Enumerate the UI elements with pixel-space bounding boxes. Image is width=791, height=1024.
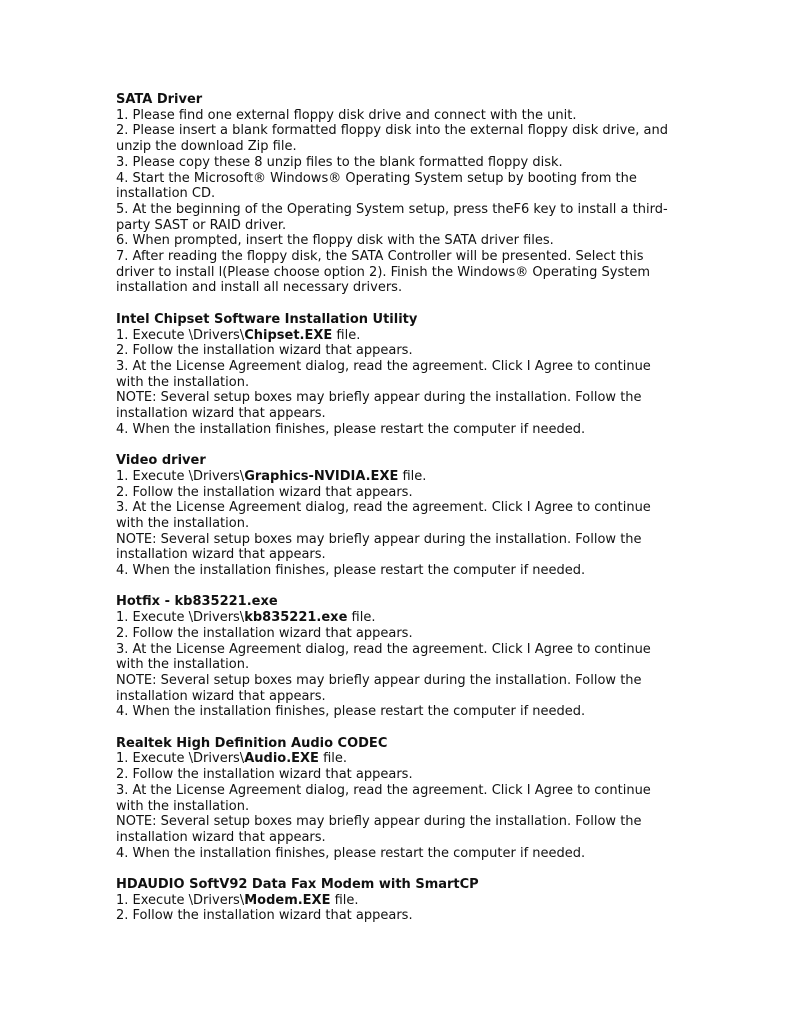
instruction-text: file. [318,751,348,767]
instruction-line [116,108,678,124]
section-chipset [116,312,678,438]
instruction-text: NOTE: Several setup boxes may briefly appear during the installation. Follow the installation wizard that appears. [116,390,642,422]
instruction-text: 1. Execute \Drivers\ [116,327,245,343]
driver-installation-document [116,92,678,940]
instruction-text: 2. Follow the installation wizard that appears. [116,484,413,500]
section-modem [116,877,678,924]
instruction-line [116,893,678,909]
instruction-line [116,751,678,767]
instruction-line [116,202,678,233]
section-heading: Intel Chipset Software Installation Utility [116,311,418,327]
instruction-text: 2. Follow the installation wizard that appears. [116,625,413,641]
instruction-line [116,704,678,720]
file-name: kb835221.exe [244,610,348,626]
instruction-text: 6. When prompted, insert the floppy disk with the SATA driver files. [116,233,554,249]
section-sata [116,92,678,296]
instruction-line [116,814,678,845]
instruction-text: 1. Execute \Drivers\ [116,468,245,484]
instruction-line [116,359,678,390]
instruction-text: 1. Please find one external floppy disk drive and connect with the unit. [116,107,577,123]
section-video [116,453,678,579]
instruction-line [116,485,678,501]
section-hotfix [116,594,678,720]
instruction-text: 4. When the installation finishes, please restart the computer if needed. [116,421,586,437]
instruction-line [116,249,678,296]
instruction-line [116,155,678,171]
instruction-line [116,783,678,814]
instruction-text: NOTE: Several setup boxes may briefly appear during the installation. Follow the installation wizard that appears. [116,672,642,704]
instruction-text: file. [332,327,361,343]
instruction-text: 3. At the License Agreement dialog, read the agreement. Click I Agree to continue with the installation. [116,641,651,673]
instruction-text: 1. Execute \Drivers\ [116,751,245,767]
instruction-line [116,626,678,642]
instruction-text: 3. At the License Agreement dialog, read the agreement. Click I Agree to continue with the installation. [116,358,651,390]
instruction-text: 3. At the License Agreement dialog, read the agreement. Click I Agree to continue with the installation. [116,782,651,814]
section-heading: Hotfix - kb835221.exe [116,594,278,610]
instruction-text: file. [398,468,427,484]
file-name: Chipset.EXE [244,327,333,343]
instruction-text: 4. Start the Microsoft® Windows® Operating System setup by booting from the installation CD. [116,170,637,202]
instruction-line [116,532,678,563]
instruction-line [116,908,678,924]
instruction-line [116,846,678,862]
instruction-text: 4. When the installation finishes, please restart the computer if needed. [116,845,586,861]
instruction-line [116,343,678,359]
instruction-text: 2. Follow the installation wizard that appears. [116,767,413,783]
instruction-line [116,233,678,249]
instruction-text: 5. At the beginning of the Operating System setup, press theF6 key to install a third-party SAST or RAID driver. [116,201,668,233]
instruction-line [116,563,678,579]
instruction-text: 3. Please copy these 8 unzip files to the blank formatted floppy disk. [116,154,563,170]
instruction-text: 1. Execute \Drivers\ [116,610,245,626]
instruction-line [116,673,678,704]
instruction-line [116,500,678,531]
instruction-text: file. [330,892,359,908]
instruction-text: 2. Follow the installation wizard that appears. [116,908,413,924]
instruction-line [116,422,678,438]
instruction-text: file. [347,610,376,626]
instruction-line [116,610,678,626]
instruction-line [116,390,678,421]
instruction-line [116,469,678,485]
instruction-text: NOTE: Several setup boxes may briefly appear during the installation. Follow the installation wizard that appears. [116,814,642,845]
instruction-text: 3. At the License Agreement dialog, read the agreement. Click I Agree to continue with the installation. [116,500,651,531]
section-heading: HDAUDIO SoftV92 Data Fax Modem with SmartCP [116,877,479,893]
section-heading: SATA Driver [116,92,203,107]
instruction-line [116,171,678,202]
instruction-line [116,642,678,673]
instruction-text: 1. Execute \Drivers\ [116,892,245,908]
instruction-line [116,767,678,783]
section-heading: Video driver [116,453,206,469]
section-audio [116,736,678,862]
file-name: Modem.EXE [244,892,331,908]
instruction-text: 7. After reading the floppy disk, the SATA Controller will be presented. Select this driver to install l(Please choose option 2). Finish the Windows® Operating System installation and install all necessary drivers. [116,249,651,296]
file-name: Graphics-NVIDIA.EXE [244,468,399,484]
instruction-line [116,328,678,344]
instruction-line [116,123,678,154]
instruction-text: 4. When the installation finishes, please restart the computer if needed. [116,563,586,579]
section-heading: Realtek High Definition Audio CODEC [116,735,388,751]
file-name: Audio.EXE [244,751,319,767]
instruction-text: NOTE: Several setup boxes may briefly appear during the installation. Follow the installation wizard that appears. [116,531,642,563]
instruction-text: 2. Please insert a blank formatted floppy disk into the external floppy disk drive, and unzip the download Zip file. [116,123,669,155]
instruction-text: 2. Follow the installation wizard that appears. [116,343,413,359]
instruction-text: 4. When the installation finishes, please restart the computer if needed. [116,704,586,720]
